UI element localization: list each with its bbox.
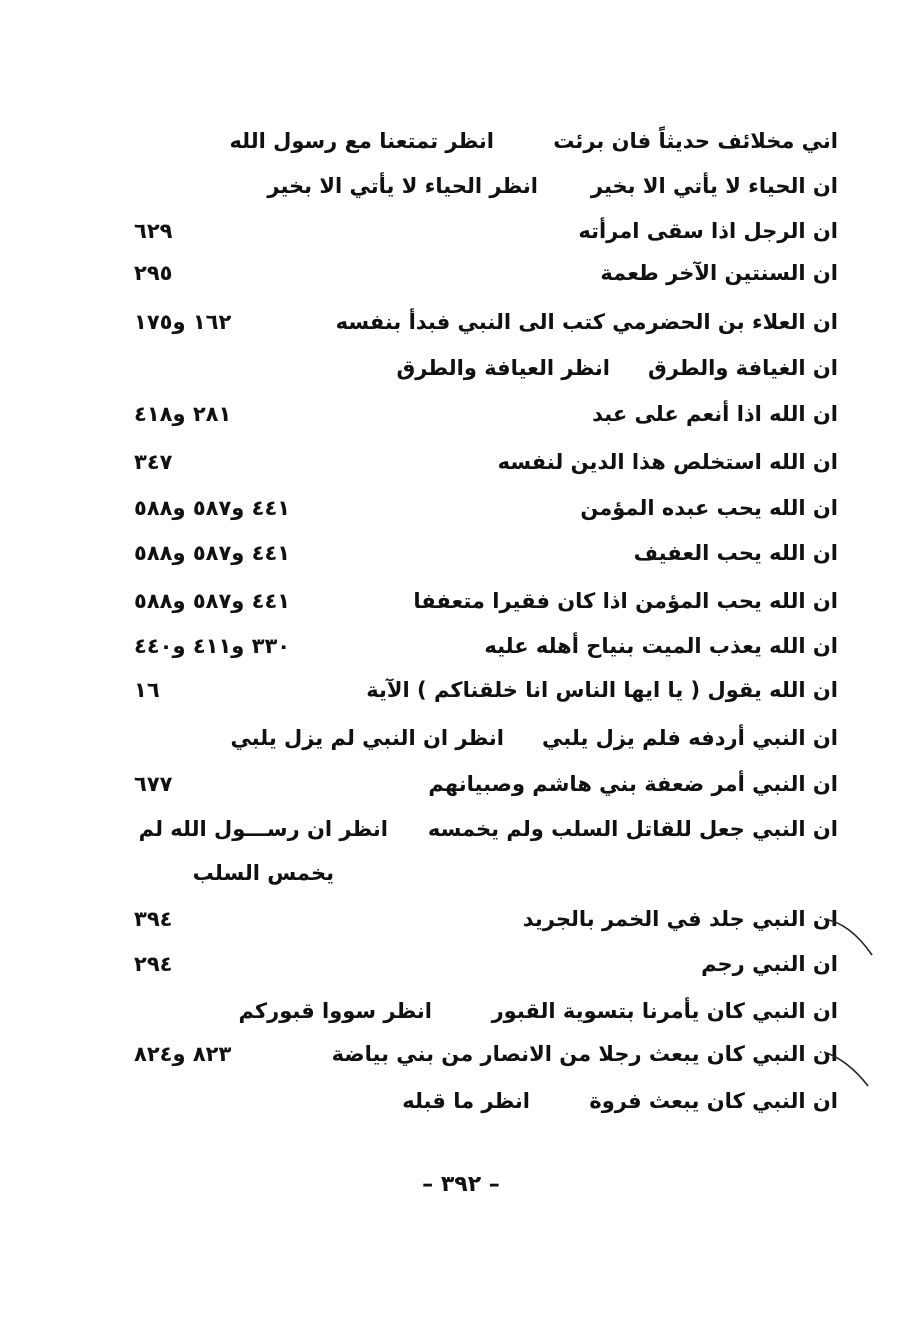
entry-text: ان النبي رجم	[701, 952, 838, 976]
entry-text: ان الغيافة والطرق	[647, 356, 838, 380]
entry-text: ان السنتين الآخر طعمة	[600, 261, 838, 285]
entry-text: ان الله يحب المؤمن اذا كان فقيرا متعففا	[413, 589, 838, 613]
page-references: ٦٢٩	[134, 219, 173, 243]
page-references: ٨٢٣ و٨٢٤	[134, 1042, 232, 1066]
entry-text: ان الله يحب عبده المؤمن	[580, 496, 838, 520]
page-references: ٣٣٠ و٤١١ و٤٤٠	[134, 634, 291, 658]
index-entry	[0, 442, 922, 482]
entry-text: ان النبي أردفه فلم يزل يلبي	[542, 726, 838, 750]
page-references: ٣٤٧	[134, 450, 173, 474]
index-entry	[0, 809, 922, 849]
index-entry	[0, 991, 922, 1031]
entry-text: ان الحياء لا يأتي الا بخير	[590, 174, 838, 198]
entry-text: ان النبي كان يأمرنا بتسوية القبور	[491, 999, 838, 1023]
page-references: ٤٤١ و٥٨٧ و٥٨٨	[134, 589, 291, 613]
index-entry	[0, 211, 922, 251]
margin-annotation-mark	[820, 905, 880, 965]
entry-text: ان الله يحب العفيف	[633, 541, 838, 565]
index-entry	[0, 670, 922, 710]
cross-reference: انظر تمتعنا مع رسول الله	[229, 129, 494, 153]
index-entry	[0, 581, 922, 621]
index-entry	[0, 488, 922, 528]
index-entry	[0, 302, 922, 342]
entry-text: ان العلاء بن الحضرمي كتب الى النبي فبدأ بنفسه	[335, 310, 838, 334]
entry-text: ان الرجل اذا سقى امرأته	[578, 219, 838, 243]
cross-reference: انظر ان رســـول الله لم	[138, 817, 388, 841]
cross-reference: انظر العيافة والطرق	[396, 356, 610, 380]
page-references: ١٦٢ و١٧٥	[134, 310, 232, 334]
entry-text: ان النبي كان يبعث رجلا من الانصار من بني بياضة	[331, 1042, 838, 1066]
entry-text: ان النبي أمر ضعفة بني هاشم وصبيانهم	[428, 772, 838, 796]
index-entry	[0, 533, 922, 573]
index-entry	[0, 944, 922, 984]
entry-text: ان الله يعذب الميت بنياح أهله عليه	[484, 634, 838, 658]
cross-reference: انظر الحياء لا يأتي الا بخير	[267, 174, 538, 198]
margin-annotation-mark	[820, 1040, 880, 1090]
entry-text: اني مخلائف حديثاً فان برئت	[553, 129, 838, 153]
page-references: ٦٧٧	[134, 772, 173, 796]
index-entry	[0, 626, 922, 666]
index-entry	[0, 348, 922, 388]
entry-text: ان النبي جلد في الخمر بالجريد	[522, 907, 838, 931]
index-entry	[0, 253, 922, 293]
index-entry	[0, 1081, 922, 1121]
index-entry	[0, 166, 922, 206]
page-references: ٢٩٥	[134, 261, 173, 285]
cross-reference: يخمس السلب	[192, 861, 334, 885]
index-entry	[0, 394, 922, 434]
page-references: ٢٨١ و٤١٨	[134, 402, 232, 426]
index-entry	[0, 718, 922, 758]
entry-text: ان الله استخلص هذا الدين لنفسه	[497, 450, 838, 474]
index-entry	[0, 764, 922, 804]
entry-text: ان النبي جعل للقاتل السلب ولم يخمسه	[427, 817, 838, 841]
page-references: ٤٤١ و٥٨٧ و٥٨٨	[134, 541, 291, 565]
index-entry	[0, 121, 922, 161]
cross-reference: انظر سووا قبوركم	[238, 999, 432, 1023]
cross-reference: انظر ما قبله	[402, 1089, 530, 1113]
entry-text: ان الله اذا أنعم على عبد	[592, 402, 838, 426]
index-entry-continuation	[0, 853, 922, 893]
entry-text: ان الله يقول ( يا ايها الناس انا خلقناكم ) الآية	[366, 678, 838, 702]
page-references: ٣٩٤	[134, 907, 173, 931]
cross-reference: انظر ان النبي لم يزل يلبي	[230, 726, 504, 750]
index-entry	[0, 899, 922, 939]
page-number: – ٣٩٢ –	[422, 1172, 500, 1197]
index-entry	[0, 1034, 922, 1074]
page-references: ٢٩٤	[134, 952, 173, 976]
page-references: ٤٤١ و٥٨٧ و٥٨٨	[134, 496, 291, 520]
page-references: ١٦	[134, 678, 160, 702]
entry-text: ان النبي كان يبعث فروة	[589, 1089, 838, 1113]
